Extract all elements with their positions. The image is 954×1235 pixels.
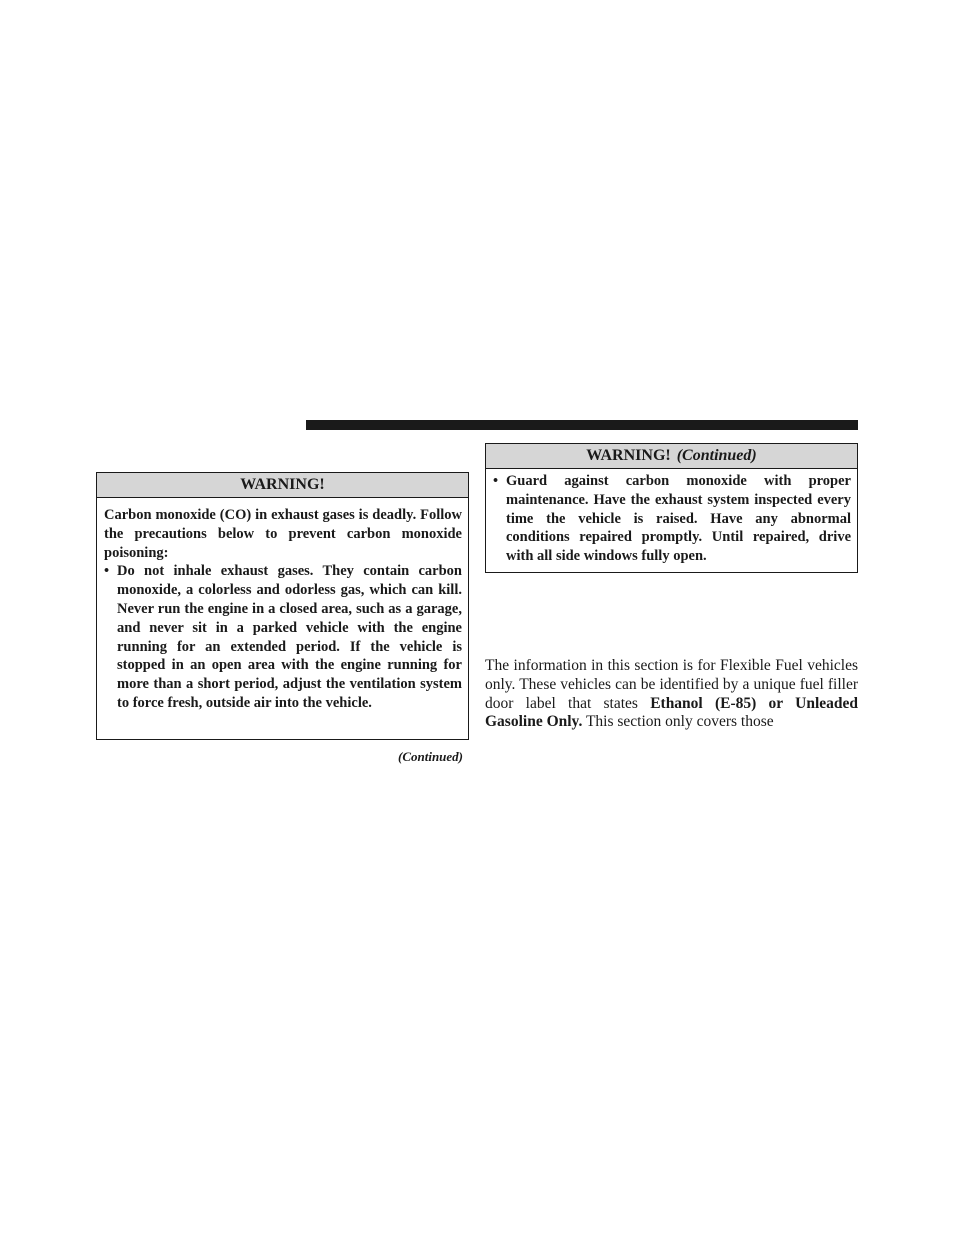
fuel-label-text: Ethanol (E-85) or Unleaded Gasoline Only. — [485, 694, 859, 731]
warning-heading-continued: WARNING! (Continued) — [486, 444, 857, 469]
warning-intro: Carbon monoxide (CO) in exhaust gases is deadly. Follow the precautions below to prevent carbon monoxide poisoning: — [104, 507, 462, 561]
warning-box-left — [96, 472, 469, 740]
warning-box-right — [485, 443, 858, 573]
warning-body-continued — [486, 469, 857, 566]
section-header-bar — [306, 420, 858, 430]
warning-bullet-text: Guard against carbon monoxide with proper maintenance. Have the exhaust system inspected every time the vehicle is raised. Have any abnormal conditions repaired promptly. Until repaired, drive with all side windows fully open. — [506, 473, 851, 565]
warning-heading: WARNING! — [97, 473, 468, 498]
warning-bullet-item — [104, 562, 462, 712]
bullet-icon: • — [493, 473, 499, 489]
warning-bullet-item — [493, 472, 851, 566]
flexible-fuel-paragraph: The information in this section is for Flexible Fuel vehicles only. These vehicles can be identified by a unique fuel filler door label that states Ethanol (E-85) or Unleaded Gasoline Only. This section only covers those — [485, 657, 859, 731]
continued-note: (Continued) — [397, 749, 463, 764]
warning-bullet-text: Do not inhale exhaust gases. They contain carbon monoxide, a colorless and odorless gas, which can kill. Never run the engine in a closed area, such as a garage, and never sit in a parked vehicle with the engine running for an extended period. If the vehicle is stopped in an open area with the engine running for more than a short period, adjust the ventilation system to force fresh, outside air into the vehicle. — [117, 563, 462, 711]
heading-continued-label: (Continued) — [676, 447, 757, 464]
warning-body — [97, 498, 468, 713]
bullet-icon: • — [104, 563, 110, 580]
